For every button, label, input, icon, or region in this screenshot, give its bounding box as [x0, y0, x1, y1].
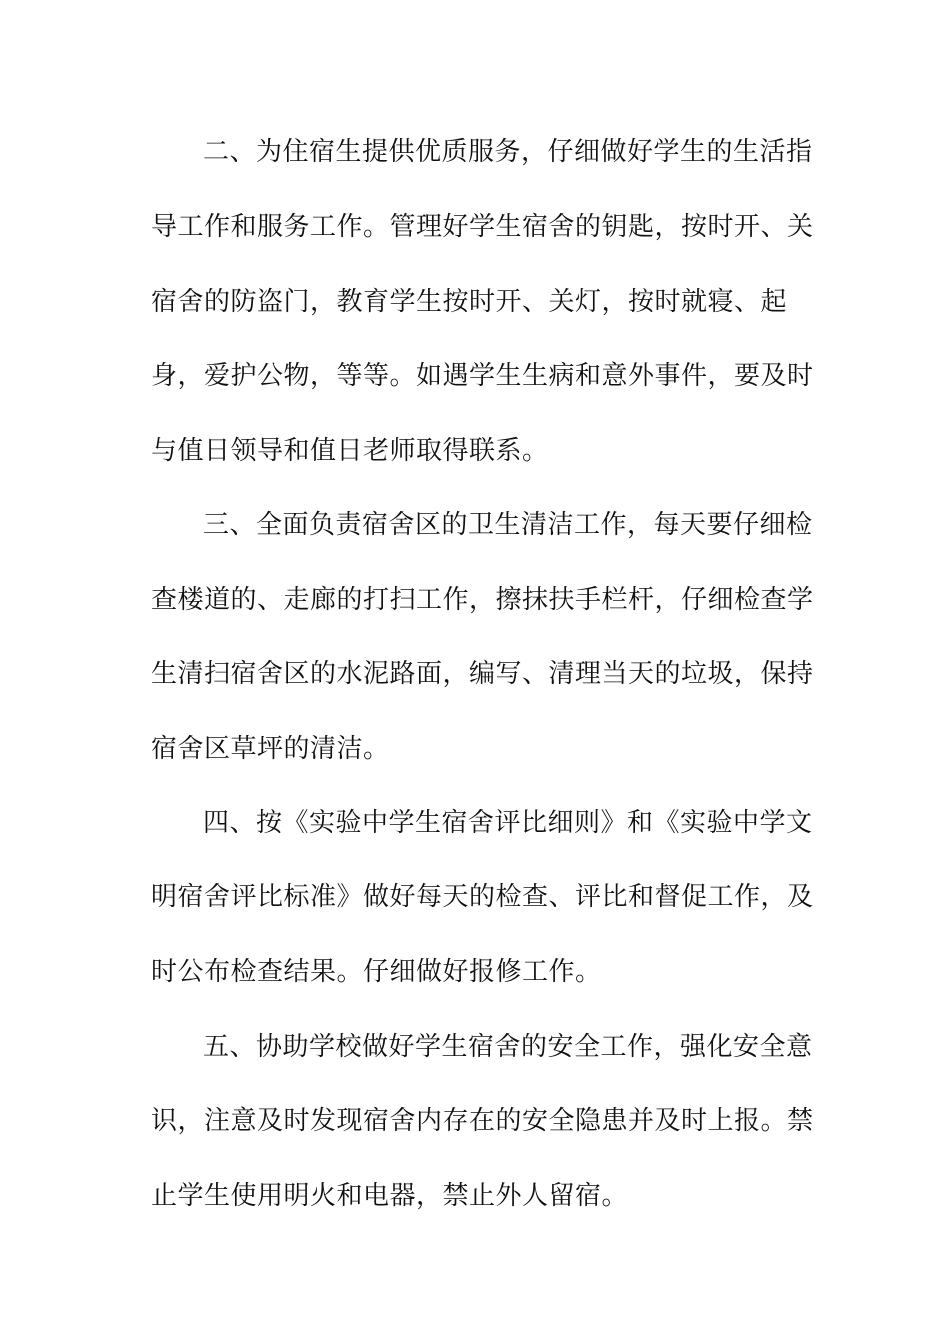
paragraph-3-line-4: 宿舍区草坪的清洁。	[151, 734, 390, 764]
paragraph-3-line-2: 查楼道的、走廊的打扫工作，擦抹扶手栏杆，仔细检查学	[151, 585, 814, 615]
paragraph-3-line-3: 生清扫宿舍区的水泥路面，编写、清理当天的垃圾，保持	[151, 659, 814, 689]
paragraph-5-line-3: 止学生使用明火和电器，禁止外人留宿。	[151, 1181, 629, 1211]
paragraph-2-line-4: 身，爱护公物，等等。如遇学生生病和意外事件，要及时	[151, 361, 814, 391]
paragraph-4-line-3: 时公布检查结果。仔细做好报修工作。	[151, 957, 602, 987]
paragraph-4-line-1: 四、按《实验中学生宿舍评比细则》和《实验中学文	[203, 808, 813, 838]
paragraph-5-line-2: 识，注意及时发现宿舍内存在的安全隐患并及时上报。禁	[151, 1106, 814, 1136]
paragraph-2-line-2: 导工作和服务工作。管理好学生宿舍的钥匙，按时开、关	[151, 212, 814, 242]
paragraph-2-line-1: 二、为住宿生提供优质服务，仔细做好学生的生活指	[203, 137, 813, 167]
paragraph-2-line-3: 宿舍的防盗门，教育学生按时开、关灯，按时就寝、起	[151, 287, 788, 317]
paragraph-3-line-1: 三、全面负责宿舍区的卫生清洁工作，每天要仔细检	[203, 510, 813, 540]
paragraph-5-line-1: 五、协助学校做好学生宿舍的安全工作，强化安全意	[203, 1032, 813, 1062]
paragraph-2-line-5: 与值日领导和值日老师取得联系。	[151, 436, 549, 466]
paragraph-4-line-2: 明宿舍评比标准》做好每天的检查、评比和督促工作，及	[151, 882, 814, 912]
